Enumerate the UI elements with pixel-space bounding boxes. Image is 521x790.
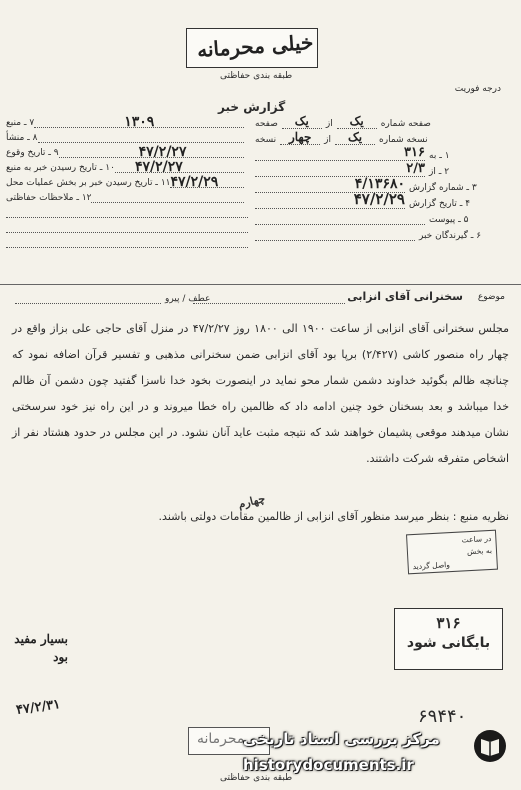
field-security-notes xyxy=(6,188,248,203)
field-label: ۱۲ ـ ملاحظات حفاظتی xyxy=(6,193,92,203)
field-attachment xyxy=(255,209,505,225)
field-end: صفحه xyxy=(255,119,278,129)
field-to xyxy=(255,145,505,161)
field-label: ۳ ـ شماره گزارش xyxy=(409,183,477,193)
field-label: ۱ ـ به xyxy=(429,151,450,161)
receipt-line: در ساعت xyxy=(461,533,492,545)
receipt-stamp xyxy=(406,530,498,575)
field-fill xyxy=(38,132,244,143)
field-value: ۱۳۰۹ xyxy=(124,114,155,130)
field-blank xyxy=(6,218,248,233)
field-report-date xyxy=(255,190,505,209)
watermark-url: historydocuments.ir xyxy=(243,756,414,774)
field-label: ۹ ـ تاریخ وقوع xyxy=(6,148,59,158)
field-value: ۴۷/۲/۲۹ xyxy=(255,190,405,209)
field-fill xyxy=(6,222,248,233)
field-occurrence-date xyxy=(6,143,248,158)
field-value: ۲/۳ xyxy=(255,161,425,177)
field-value: ۴/۱۳۶۸۰ xyxy=(255,176,405,193)
subject-dots xyxy=(193,303,345,304)
signature: چهارم xyxy=(236,491,267,512)
field-label: ۷ ـ منبع xyxy=(6,118,35,128)
field-label: ۶ ـ گیرندگان خبر xyxy=(419,231,482,241)
field-of: از xyxy=(325,119,333,129)
field-label: ۸ ـ منشأ xyxy=(6,133,38,143)
archive-number: ۳۱۶ xyxy=(436,614,461,632)
receipt-line: واصل گردید xyxy=(412,560,451,572)
handwritten-date: ۴۷/۲/۳۱ xyxy=(15,696,62,719)
field-label: ۱۰ ـ تاریخ رسیدن خبر به منبع xyxy=(6,163,115,173)
field-dots xyxy=(255,231,415,241)
field-of: از xyxy=(324,135,332,145)
field-value: یک xyxy=(282,114,322,129)
field-origin xyxy=(6,128,248,143)
subject-label: موضوع xyxy=(477,292,505,302)
reference-dots xyxy=(15,303,161,304)
archive-text: بایگانی شود xyxy=(406,635,491,651)
field-value: ۴۷/۲/۲۹ xyxy=(170,174,219,190)
field-value: ۳۱۶ xyxy=(255,145,425,161)
top-stamp-text: خیلی محرمانه xyxy=(196,29,315,63)
field-label: ۵ ـ پیوست xyxy=(429,215,469,225)
subject-line xyxy=(5,292,505,306)
field-operations-date xyxy=(6,173,248,188)
archive-stamp xyxy=(394,608,503,670)
field-from xyxy=(255,161,505,177)
bottom-stamp-text: محرمانه xyxy=(197,731,245,747)
classification-label: طبقه بندی حفاظتی xyxy=(220,71,293,81)
book-logo-icon xyxy=(472,728,508,764)
handwritten-note: بسیار مفید بود xyxy=(14,632,68,664)
field-dots xyxy=(255,215,425,225)
field-fill xyxy=(59,144,244,160)
field-value: چهار xyxy=(280,130,320,145)
field-copy xyxy=(255,129,505,145)
field-fill xyxy=(91,192,244,203)
page-title: گزارش خبر xyxy=(218,100,286,114)
footer-classification: طبقه بندی حفاظتی xyxy=(220,773,293,783)
subject-text: سخنرانی آقای انزابی xyxy=(347,290,463,303)
field-label: ۲ ـ از xyxy=(429,167,450,177)
report-body: مجلس سخنرانی آقای انزابی از ساعت ۱۹۰۰ الی ۱۸۰۰ روز ۴۷/۲/۲۷ در منزل آقای حاجی علی بزاز واقع در چهار راه منصور کاشی (۲/۴۲۷) برپا بود آقای انزابی ضمن سخنرانی مذهبی و تفسیر قرآن اضافه نمود که چنانچه ظالم بگوئید خداوند دشمن شمار محو نماید در اینصورت بخود خدا ناسزا گفتید چون دشمن آن ظالم خدا میباشد و بعد بسخنان خود چنین ادامه داد که ظالمین راه خطا میروند و در این راه نیز خود سرسختی نشان میدهند موقعی پشیمان خواهند شد که نتیجه مثبت عاید آنان نشود. در این مجلس در حدود هشتاد نفر از اشخاص متفرقه شرکت داشتند. xyxy=(12,322,509,465)
field-label: صفحه شماره xyxy=(380,119,431,129)
field-blank xyxy=(6,233,248,248)
right-fields xyxy=(255,113,505,241)
classification-stamp xyxy=(186,28,318,68)
field-blank xyxy=(6,203,248,218)
field-source xyxy=(6,113,248,128)
field-fill xyxy=(170,174,244,190)
watermark-title: مرکز بررسی اسناد تاریخی xyxy=(243,730,440,748)
left-fields xyxy=(6,113,248,248)
field-page xyxy=(255,113,505,129)
field-label: ۴ ـ تاریخ گزارش xyxy=(409,199,471,209)
field-value: ۴۷/۲/۲۷ xyxy=(138,144,187,160)
field-fill xyxy=(115,159,244,175)
field-end: نسخه xyxy=(255,135,277,145)
source-opinion: نظریه منبع : بنظر میرسد منظور آقای انزابی از ظالمین مقامات دولتی باشند. xyxy=(158,510,509,523)
receipt-line: به بخش xyxy=(466,545,493,557)
field-label: نسخه شماره xyxy=(379,135,428,145)
field-value: یک xyxy=(335,130,375,145)
field-source-date xyxy=(6,158,248,173)
priority-label: درجه فوریت xyxy=(454,84,501,94)
field-recipients xyxy=(255,225,505,241)
reference-label: عطف / پیرو xyxy=(165,294,211,304)
field-fill xyxy=(6,237,248,248)
section-divider xyxy=(0,284,521,285)
field-label: ۱۱ ـ تاریخ رسیدن خبر بر بخش عملیات محل xyxy=(6,178,171,188)
field-fill xyxy=(34,114,244,130)
field-value: ۴۷/۲/۲۷ xyxy=(134,159,183,175)
field-fill xyxy=(6,207,248,218)
field-value: یک xyxy=(337,114,377,129)
document-number: ۶۹۴۴۰ xyxy=(418,706,467,727)
